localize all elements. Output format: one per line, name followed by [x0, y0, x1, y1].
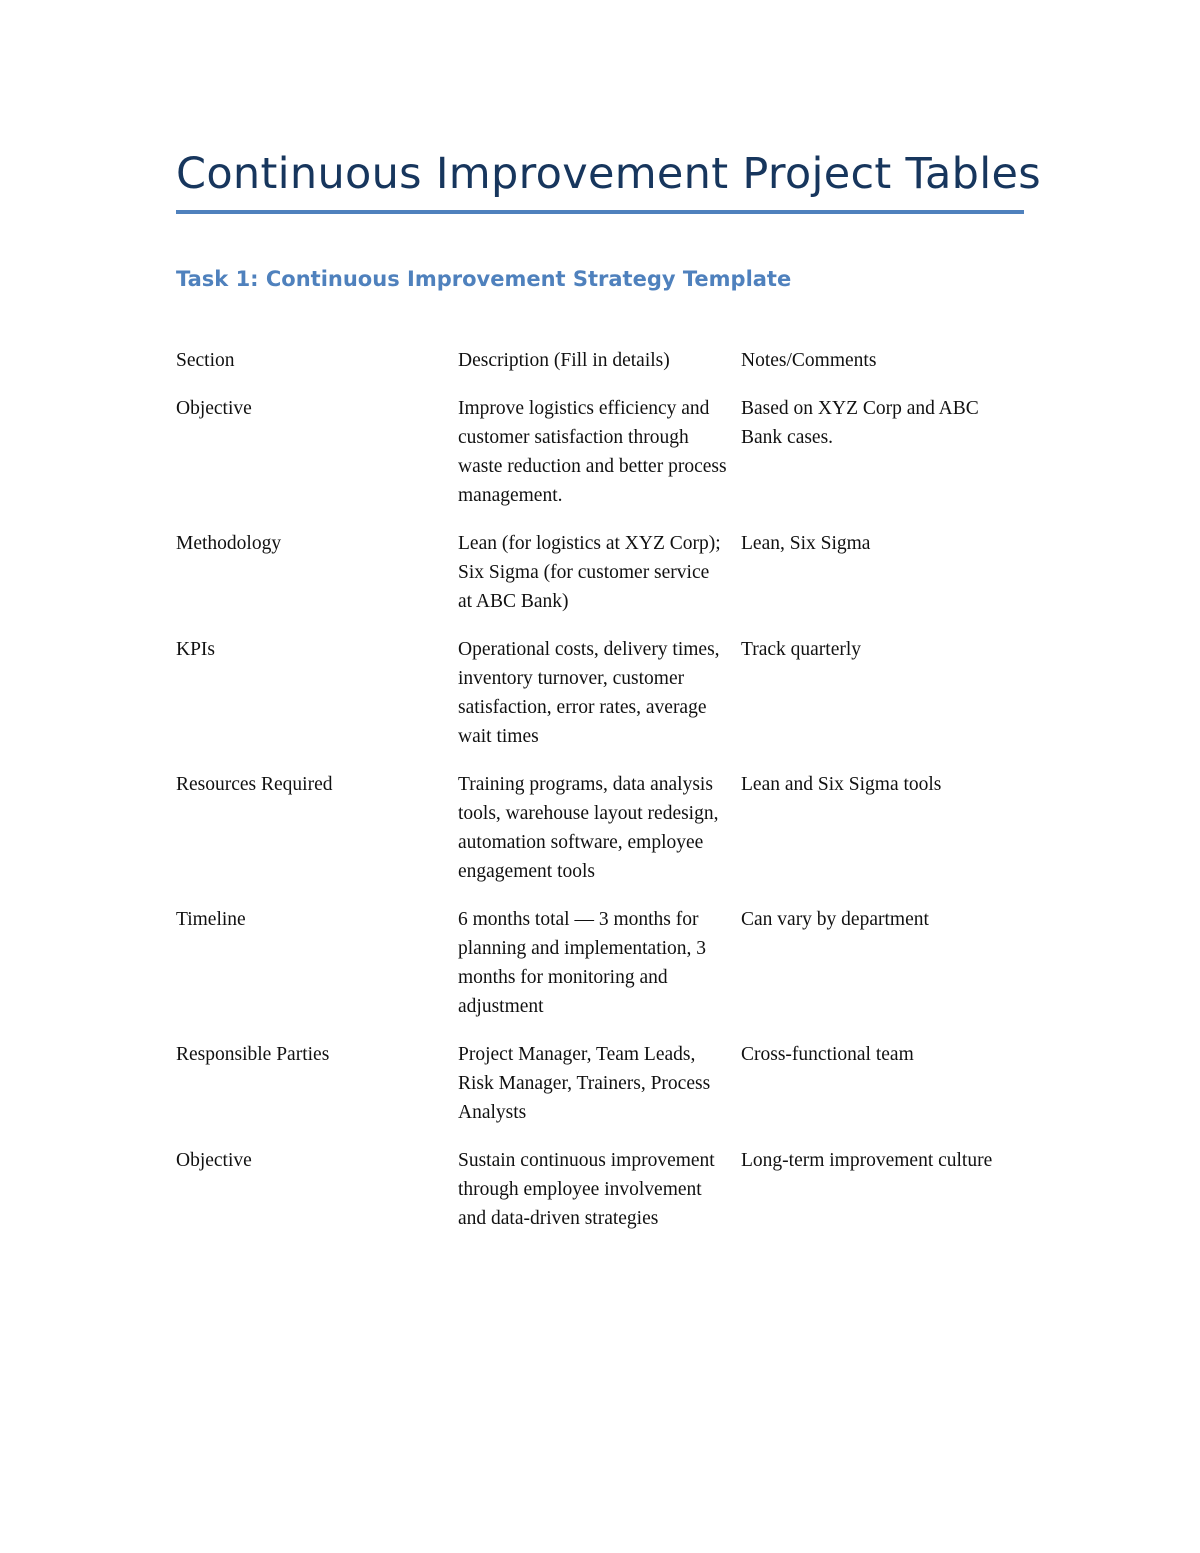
row-section-cell: Methodology — [176, 533, 282, 554]
table-row — [176, 394, 1024, 529]
header-notes: Notes/Comments — [741, 350, 877, 371]
table-row — [176, 529, 1024, 635]
table-row — [176, 635, 1024, 770]
table-header-row — [176, 346, 1024, 394]
row-section-cell: Objective — [176, 398, 252, 419]
row-notes-cell: Cross-functional team — [741, 1044, 914, 1065]
document-title: Continuous Improvement Project Tables — [176, 149, 1041, 199]
table-row — [176, 770, 1024, 905]
task-heading: Task 1: Continuous Improvement Strategy Template — [176, 267, 792, 291]
row-section-cell: Objective — [176, 1150, 252, 1171]
row-section-cell: Resources Required — [176, 774, 333, 795]
row-notes-cell: Lean and Six Sigma tools — [741, 774, 942, 795]
row-description-cell: Improve logistics efficiency and customer satisfaction through waste reduction and better process management. — [458, 398, 727, 506]
row-description-cell: Operational costs, delivery times, inventory turnover, customer satisfaction, error rates, average wait times — [458, 639, 720, 747]
header-section: Section — [176, 350, 235, 371]
row-description-cell: Sustain continuous improvement through employee involvement and data-driven strategies — [458, 1150, 715, 1229]
row-description-cell: Training programs, data analysis tools, warehouse layout redesign, automation software, employee engagement tools — [458, 774, 719, 882]
header-description: Description (Fill in details) — [458, 350, 670, 371]
row-description-cell: 6 months total — 3 months for planning and implementation, 3 months for monitoring and adjustment — [458, 909, 707, 1017]
row-notes-cell: Can vary by department — [741, 909, 929, 930]
row-section-cell: Timeline — [176, 909, 246, 930]
row-section-cell: KPIs — [176, 639, 216, 660]
title-underline-rule — [176, 210, 1024, 214]
table-row — [176, 1146, 1024, 1252]
row-description-cell: Lean (for logistics at XYZ Corp); Six Sigma (for customer service at ABC Bank) — [458, 533, 721, 612]
row-notes-cell: Long-term improvement culture — [741, 1150, 993, 1171]
row-section-cell: Responsible Parties — [176, 1044, 330, 1065]
strategy-template-table — [176, 346, 1024, 1252]
row-notes-cell: Lean, Six Sigma — [741, 533, 871, 554]
table-row — [176, 1040, 1024, 1146]
row-description-cell: Project Manager, Team Leads, Risk Manager, Trainers, Process Analysts — [458, 1044, 711, 1123]
row-notes-cell: Track quarterly — [741, 639, 862, 660]
table-row — [176, 905, 1024, 1040]
row-notes-cell: Based on XYZ Corp and ABC Bank cases. — [741, 398, 979, 448]
